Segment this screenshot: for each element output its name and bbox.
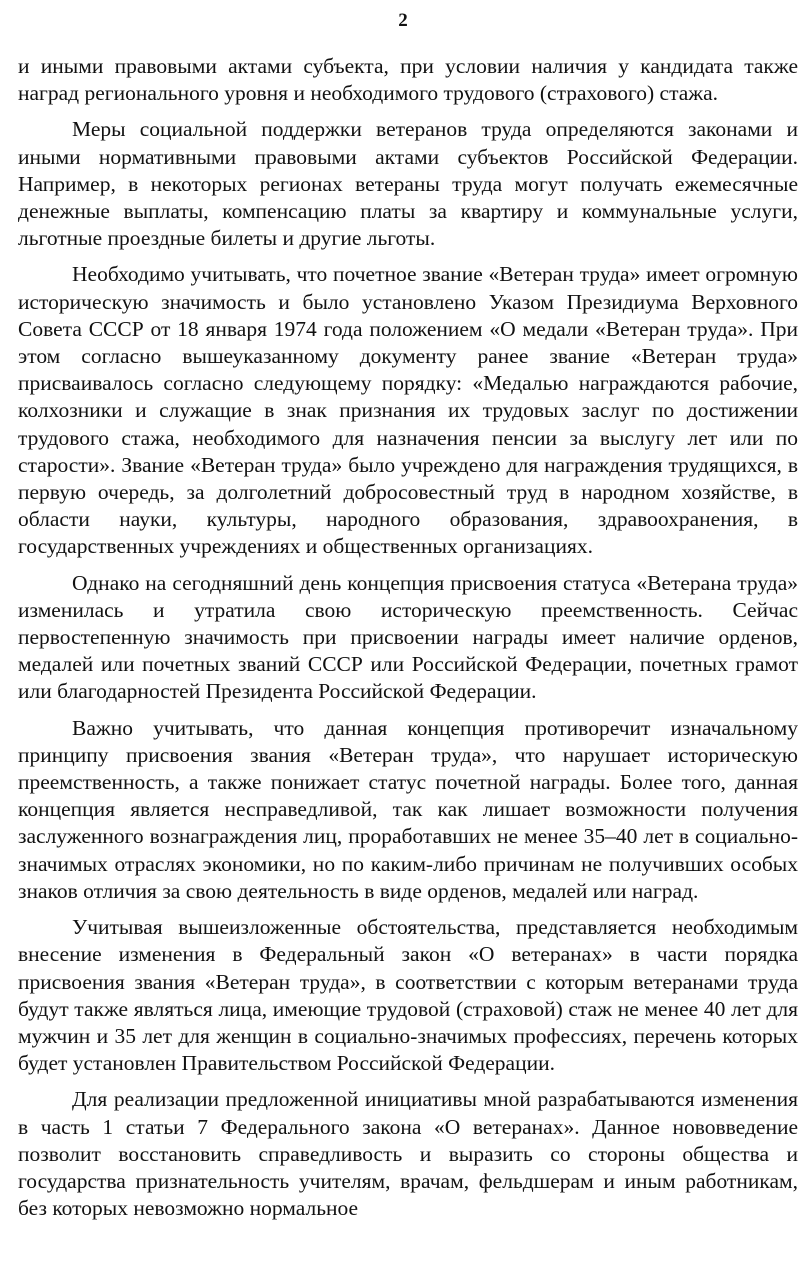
paragraph-social-support: Меры социальной поддержки ветеранов труда определяются законами и иными нормативными правовыми актами субъектов Российской Федерации. Например, в некоторых регионах ветераны труда могут получать ежемесячные денежные выплаты, компенсацию платы за квартиру и коммунальные услуги, льготные проездные билеты и другие льготы. bbox=[18, 117, 798, 251]
document-body bbox=[18, 53, 798, 1231]
page-number: 2 bbox=[398, 10, 408, 31]
paragraph-continued: и иными правовыми актами субъекта, при условии наличия у кандидата также наград регионального уровня и необходимого трудового (страхового) стажа. bbox=[18, 54, 798, 106]
paragraph-proposal: Учитывая вышеизложенные обстоятельства, представляется необходимым внесение изменения в Федеральный закон «О ветеранах» в части порядка присвоения звания «Ветеран труда», в соответствии с которым ветеранами труда будут также являться лица, имеющие трудовой (страховой) стаж не менее 40 лет для мужчин и 35 лет для женщин в социально-значимых профессиях, перечень которых будет установлен Правительством Российской Федерации. bbox=[18, 915, 798, 1076]
paragraph-historical-significance: Необходимо учитывать, что почетное звание «Ветеран труда» имеет огромную историческую значимость и было установлено Указом Президиума Верховного Совета СССР от 18 января 1974 года положением «О медали «Ветеран труда». При этом согласно вышеуказанному документу ранее звание «Ветеран труда» присваивалось согласно следующему порядку: «Медалью награждаются рабочие, колхозники и служащие в знак признания их трудовых заслуг по достижении трудового стажа, необходимого для назначения пенсии за выслугу лет или по старости». Звание «Ветеран труда» было учреждено для награждения трудящихся, в первую очередь, за долголетний добросовестный труд в народном хозяйстве, в области науки, культуры, народного образования, здравоохранения, в государственных учреждениях и общественных организациях. bbox=[18, 262, 798, 559]
paragraph-concept-change: Однако на сегодняшний день концепция присвоения статуса «Ветерана труда» изменилась и утратила свою историческую преемственность. Сейчас первостепенную значимость при присвоении награды имеет наличие орденов, медалей или почетных званий СССР или Российской Федерации, почетных грамот или благодарностей Президента Российской Федерации. bbox=[18, 570, 798, 704]
paragraph-contradiction: Важно учитывать, что данная концепция противоречит изначальному принципу присвоения звания «Ветеран труда», что нарушает историческую преемственность, а также понижает статус почетной награды. Более того, данная концепция является несправедливой, так как лишает возможности получения заслуженного вознаграждения лиц, проработавших не менее 35–40 лет в социально-значимых отраслях экономики, но по каким-либо причинам не получивших особых знаков отличия за свою деятельность в виде орденов, медалей или наград. bbox=[18, 715, 798, 903]
paragraph-initiative: Для реализации предложенной инициативы мной разрабатываются изменения в часть 1 статьи 7 Федерального закона «О ветеранах». Данное нововведение позволит восстановить справедливость и выразить со стороны общества и государства признательность учителям, врачам, фельдшерам и иным работникам, без которых невозможно нормальное bbox=[18, 1087, 798, 1221]
